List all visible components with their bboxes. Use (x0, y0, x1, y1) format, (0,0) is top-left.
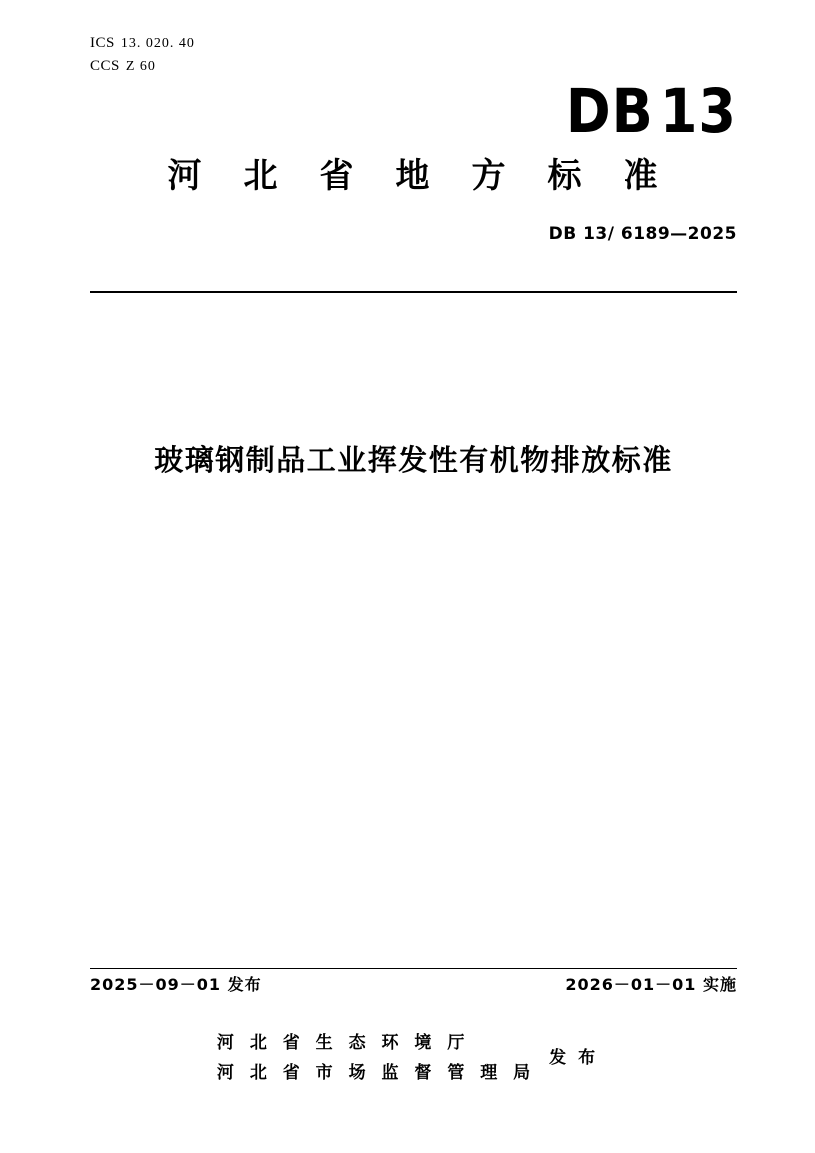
db-logo-prefix: DB (565, 75, 654, 147)
issue-verb: 发 布 (549, 1048, 599, 1068)
ccs-value: Z 60 (125, 59, 156, 75)
ccs-line (90, 55, 195, 78)
standard-org-title: 河北省地方标准 (167, 156, 700, 196)
ics-value: 13. 020. 40 (120, 36, 195, 51)
issuer-line-2: 河 北 省 市 场 监 督 管 理 局 (216, 1063, 536, 1083)
standard-number: DB 13/ 6189—2025 (548, 224, 737, 244)
db-logo (565, 75, 737, 147)
divider-top (90, 291, 737, 293)
db-logo-number: 13 (659, 75, 737, 147)
effective-date: 2026－01－01 实施 (565, 975, 737, 994)
ics-label: ICS (90, 35, 115, 51)
page-title: 玻璃钢制品工业挥发性有机物排放标准 (154, 443, 673, 477)
issuer-block (0, 1028, 815, 1083)
divider-bottom (90, 968, 737, 969)
classification-block (90, 32, 195, 79)
ics-line (90, 32, 195, 55)
issuer-names (217, 1028, 535, 1083)
date-row (90, 972, 737, 995)
publish-date: 2025－09－01 发布 (90, 975, 262, 994)
issuer-line-1: 河 北 省 生 态 环 境 厅 (216, 1033, 470, 1053)
ccs-label: CCS (90, 58, 120, 75)
